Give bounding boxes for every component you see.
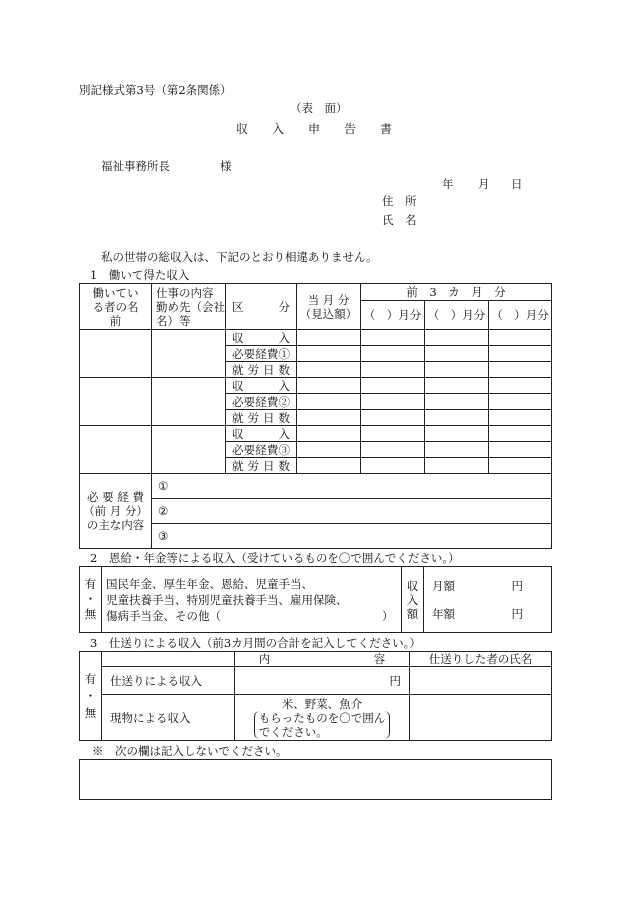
row-label: 必要経費② — [226, 394, 297, 410]
input-cell[interactable] — [425, 362, 489, 378]
remittance-yes-no[interactable]: 有 ・ 無 — [80, 652, 102, 741]
content-header: 内 容 — [235, 652, 410, 667]
input-cell[interactable] — [425, 378, 489, 394]
name-label[interactable]: 氏 名 — [382, 213, 417, 227]
pension-table — [79, 566, 552, 633]
input-cell[interactable] — [297, 394, 361, 410]
input-cell[interactable] — [425, 458, 489, 474]
row-label: 就 労 日 数 — [226, 362, 297, 378]
row-label: 就 労 日 数 — [226, 410, 297, 426]
category-header: 区 分 — [226, 284, 297, 330]
input-cell[interactable] — [361, 362, 425, 378]
section1-heading: 1 働いて得た収入 — [90, 268, 190, 282]
expense-row-2[interactable]: ② — [152, 499, 552, 524]
worker-name-cell-1[interactable] — [80, 330, 152, 378]
input-cell[interactable] — [489, 410, 552, 426]
remittance-money-label: 仕送りによる収入 — [102, 667, 235, 695]
form-id: 別記様式第3号（第2条関係） — [79, 83, 232, 97]
income-amount-label: 収 入 額 — [402, 567, 424, 633]
row-label: 収 入 — [226, 426, 297, 442]
input-cell[interactable] — [361, 394, 425, 410]
remittance-goods-label: 現物による収入 — [102, 695, 235, 741]
row-label: 収 入 — [226, 330, 297, 346]
month-col-3: （ ）月分 — [489, 301, 552, 330]
input-cell[interactable] — [297, 426, 361, 442]
row-label: 必要経費① — [226, 346, 297, 362]
input-cell[interactable] — [297, 346, 361, 362]
expense-row-3[interactable]: ③ — [152, 524, 552, 549]
input-cell[interactable] — [361, 410, 425, 426]
side-label: （表 面） — [290, 101, 348, 115]
date-year[interactable]: 年 — [442, 177, 454, 191]
expenses-label: 必 要 経 費 （前 月 分） の主な内容 — [80, 474, 152, 549]
job-header: 仕事の内容 勤め先（会社名）等 — [152, 284, 226, 330]
address-label[interactable]: 住 所 — [382, 194, 417, 208]
input-cell[interactable] — [361, 442, 425, 458]
remittance-table — [79, 651, 552, 741]
job-cell-2[interactable] — [152, 378, 226, 426]
declaration: 私の世帯の総収入は、下記のとおり相違ありません。 — [101, 250, 378, 264]
input-cell[interactable] — [489, 346, 552, 362]
row-label: 就 労 日 数 — [226, 458, 297, 474]
section3-heading: 3 仕送りによる収入（前3カ月間の合計を記入してください。） — [90, 636, 421, 650]
input-cell[interactable] — [489, 442, 552, 458]
pension-items[interactable]: 国民年金、厚生年金、恩給、児童手当、 児童扶養手当、特別児童扶養手当、雇用保険、 傷病手当金、その他（ ） — [102, 567, 402, 633]
input-cell[interactable] — [361, 426, 425, 442]
month-col-2: （ ）月分 — [425, 301, 489, 330]
input-cell[interactable] — [425, 442, 489, 458]
remittance-money-sender[interactable] — [410, 667, 552, 695]
input-cell[interactable] — [425, 346, 489, 362]
current-month-header: 当 月 分 （見込額） — [297, 284, 361, 330]
input-cell[interactable] — [297, 378, 361, 394]
month-col-1: （ ）月分 — [361, 301, 425, 330]
sender-header: 仕送りした者の氏名 — [410, 652, 552, 667]
remittance-goods-content[interactable]: 米、野菜、魚介 もらったものを〇で囲ん でください。 — [235, 695, 410, 741]
office-use-notice: ※ 次の欄は記入しないでください。 — [92, 744, 288, 758]
input-cell[interactable] — [361, 458, 425, 474]
input-cell[interactable] — [425, 330, 489, 346]
input-cell[interactable] — [489, 362, 552, 378]
blank-header — [102, 652, 235, 667]
input-cell[interactable] — [425, 426, 489, 442]
input-cell[interactable] — [489, 378, 552, 394]
input-cell[interactable] — [425, 410, 489, 426]
input-cell[interactable] — [297, 442, 361, 458]
input-cell[interactable] — [297, 458, 361, 474]
worker-name-header: 働いている者の名前 — [80, 284, 152, 330]
worker-name-cell-3[interactable] — [80, 426, 152, 474]
worker-name-cell-2[interactable] — [80, 378, 152, 426]
work-income-table — [79, 283, 552, 549]
input-cell[interactable] — [489, 458, 552, 474]
job-cell-1[interactable] — [152, 330, 226, 378]
expense-row-1[interactable]: ① — [152, 474, 552, 499]
input-cell[interactable] — [361, 378, 425, 394]
job-cell-3[interactable] — [152, 426, 226, 474]
honorific: 様 — [220, 159, 232, 173]
input-cell[interactable] — [297, 362, 361, 378]
date-month[interactable]: 月 — [478, 177, 490, 191]
input-cell[interactable] — [297, 410, 361, 426]
input-cell[interactable] — [361, 346, 425, 362]
input-cell[interactable] — [489, 426, 552, 442]
input-cell[interactable] — [361, 330, 425, 346]
section2-heading: 2 恩給・年金等による収入（受けているものを〇で囲んでください。） — [90, 551, 460, 565]
input-cell[interactable] — [425, 394, 489, 410]
input-cell[interactable] — [489, 330, 552, 346]
remittance-money-amount[interactable]: 円 — [235, 667, 410, 695]
input-cell[interactable] — [297, 330, 361, 346]
addressee: 福祉事務所長 — [101, 159, 170, 173]
pension-yes-no[interactable]: 有 ・ 無 — [80, 567, 102, 633]
row-label: 必要経費③ — [226, 442, 297, 458]
form-title: 収 入 申 告 書 — [236, 122, 393, 136]
pension-amounts[interactable]: 月額 円 年額 円 — [424, 567, 552, 633]
office-use-box — [79, 759, 552, 800]
date-day[interactable]: 日 — [511, 177, 523, 191]
input-cell[interactable] — [489, 394, 552, 410]
remittance-goods-sender[interactable] — [410, 695, 552, 741]
prev-3-months-header: 前 3 カ 月 分 — [361, 284, 552, 301]
row-label: 収 入 — [226, 378, 297, 394]
